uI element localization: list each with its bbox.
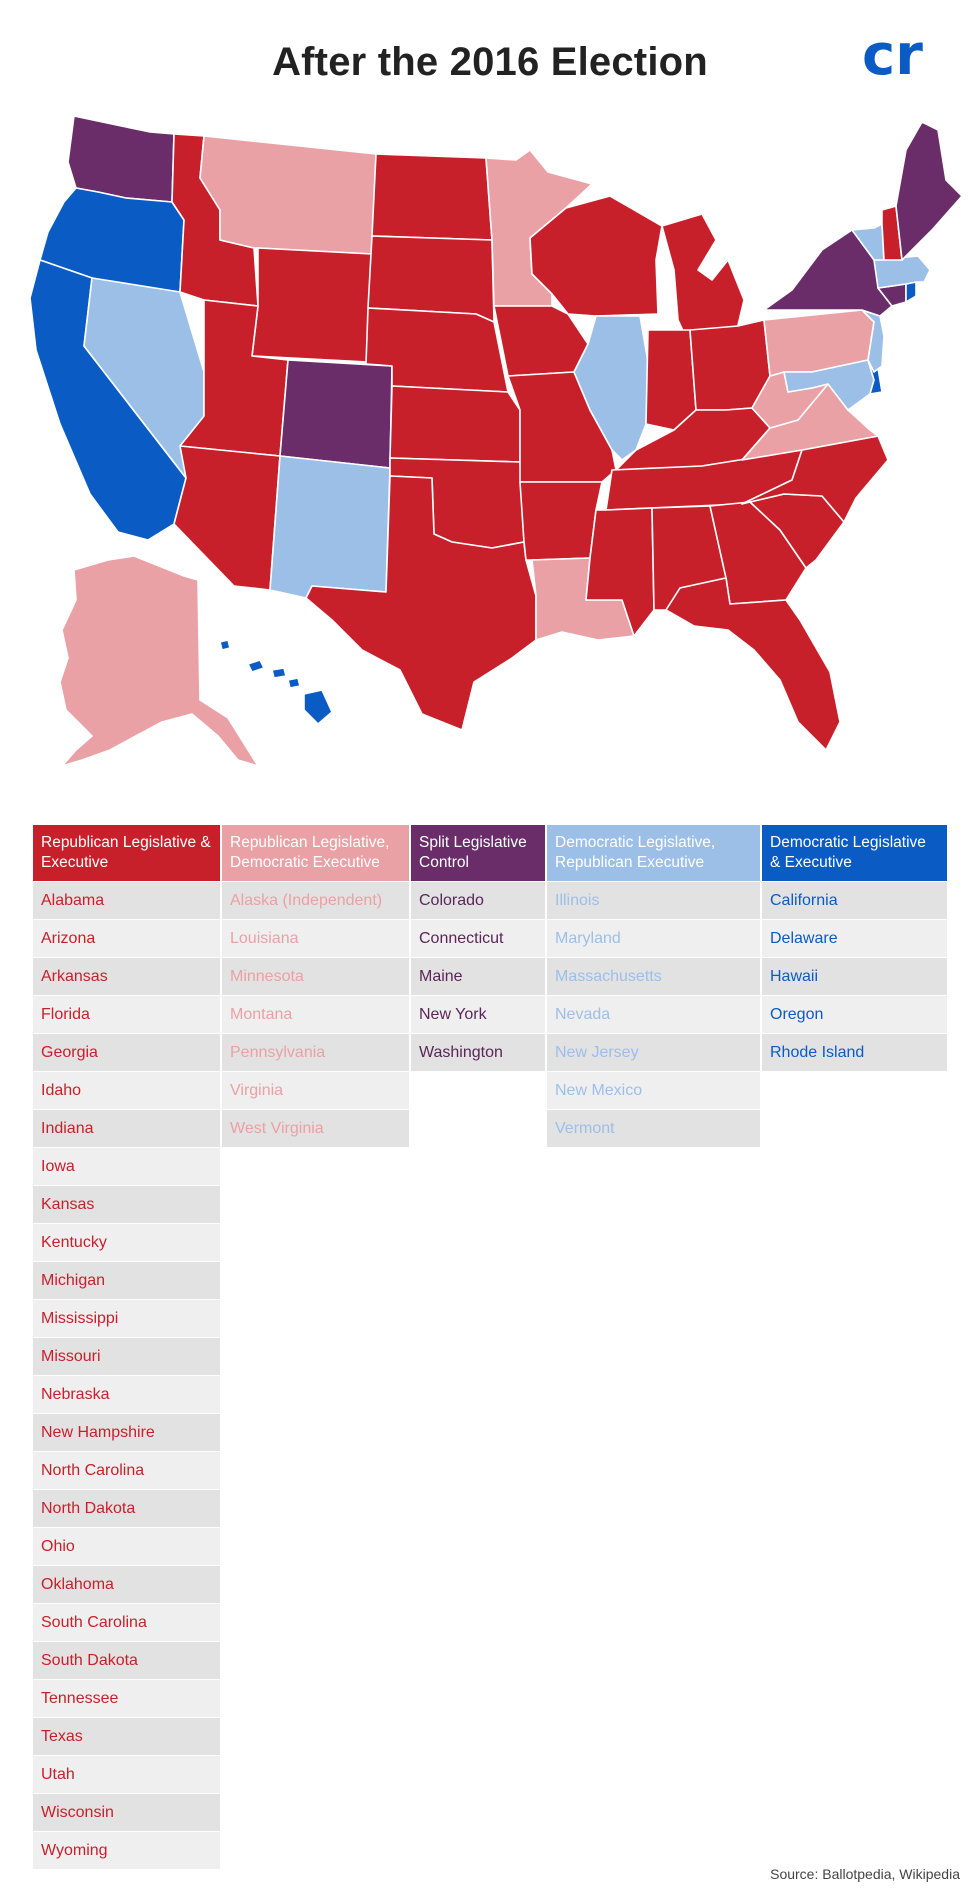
legend-state: West Virginia [222, 1109, 409, 1147]
legend-header: Republican Legislative & Executive [33, 825, 220, 881]
legend-column-split [411, 825, 545, 1071]
legend-state: Oregon [762, 995, 947, 1033]
legend-state: Connecticut [411, 919, 545, 957]
legend-state: Oklahoma [33, 1565, 220, 1603]
legend-state: New Hampshire [33, 1413, 220, 1451]
legend-state: Maine [411, 957, 545, 995]
legend-state: Michigan [33, 1261, 220, 1299]
state-alaska [60, 556, 258, 766]
legend-header: Democratic Legislative, Republican Executive [547, 825, 760, 881]
legend-state: Tennessee [33, 1679, 220, 1717]
legend-state: Mississippi [33, 1299, 220, 1337]
legend-state: Pennsylvania [222, 1033, 409, 1071]
legend-state: Minnesota [222, 957, 409, 995]
legend-state: Missouri [33, 1337, 220, 1375]
legend-state: Nebraska [33, 1375, 220, 1413]
legend-state: California [762, 881, 947, 919]
legend-state: North Carolina [33, 1451, 220, 1489]
legend-state: Georgia [33, 1033, 220, 1071]
legend-state: Texas [33, 1717, 220, 1755]
legend-state: Nevada [547, 995, 760, 1033]
legend-table [33, 825, 947, 1875]
legend-state: New York [411, 995, 545, 1033]
legend-state: New Jersey [547, 1033, 760, 1071]
legend-state: Colorado [411, 881, 545, 919]
state-indiana [646, 330, 696, 430]
legend-state: Wisconsin [33, 1793, 220, 1831]
state-kansas [390, 386, 520, 462]
legend-state: Alabama [33, 881, 220, 919]
legend-state: Iowa [33, 1147, 220, 1185]
state-north-dakota [372, 154, 492, 240]
legend-state: Idaho [33, 1071, 220, 1109]
legend-state: Louisiana [222, 919, 409, 957]
legend-state: Delaware [762, 919, 947, 957]
legend-column-dem_leg_rep_exec [547, 825, 760, 1147]
legend-state: Alaska (Independent) [222, 881, 409, 919]
legend-state: South Carolina [33, 1603, 220, 1641]
state-rhode-island [906, 282, 916, 302]
state-montana [200, 136, 376, 254]
legend-state: New Mexico [547, 1071, 760, 1109]
state-new-mexico [270, 456, 390, 598]
cr-logo [862, 26, 958, 86]
state-florida [666, 578, 840, 750]
legend-state: Utah [33, 1755, 220, 1793]
state-arkansas [520, 482, 602, 560]
legend-state: Massachusetts [547, 957, 760, 995]
page-title: After the 2016 Election [272, 40, 708, 84]
state-arizona [174, 446, 280, 590]
state-colorado [280, 360, 392, 468]
state-hawaii [220, 640, 332, 724]
legend-state: Florida [33, 995, 220, 1033]
legend-state: Kentucky [33, 1223, 220, 1261]
legend-header: Split Legislative Control [411, 825, 545, 881]
legend-state: Rhode Island [762, 1033, 947, 1071]
legend-header: Republican Legislative, Democratic Executive [222, 825, 409, 881]
legend-state: Indiana [33, 1109, 220, 1147]
legend-state: North Dakota [33, 1489, 220, 1527]
state-wyoming [252, 248, 372, 362]
logo-text: cr [862, 26, 923, 86]
legend-state: Maryland [547, 919, 760, 957]
state-maine [896, 122, 962, 260]
legend-state: Montana [222, 995, 409, 1033]
legend-state: Arizona [33, 919, 220, 957]
legend-state: Ohio [33, 1527, 220, 1565]
legend-state: Kansas [33, 1185, 220, 1223]
us-map [22, 110, 962, 800]
legend-state: Arkansas [33, 957, 220, 995]
legend-column-rep_leg_dem_exec [222, 825, 409, 1147]
legend-state: Vermont [547, 1109, 760, 1147]
legend-header: Democratic Legislative & Executive [762, 825, 947, 881]
legend-column-rep_both [33, 825, 220, 1869]
legend-state: Illinois [547, 881, 760, 919]
state-iowa [494, 306, 588, 376]
legend-state: South Dakota [33, 1641, 220, 1679]
legend-state: Wyoming [33, 1831, 220, 1869]
legend-state: Hawaii [762, 957, 947, 995]
legend-state: Virginia [222, 1071, 409, 1109]
source-note: Source: Ballotpedia, Wikipedia [770, 1866, 960, 1882]
legend-state: Washington [411, 1033, 545, 1071]
legend-column-dem_both [762, 825, 947, 1071]
